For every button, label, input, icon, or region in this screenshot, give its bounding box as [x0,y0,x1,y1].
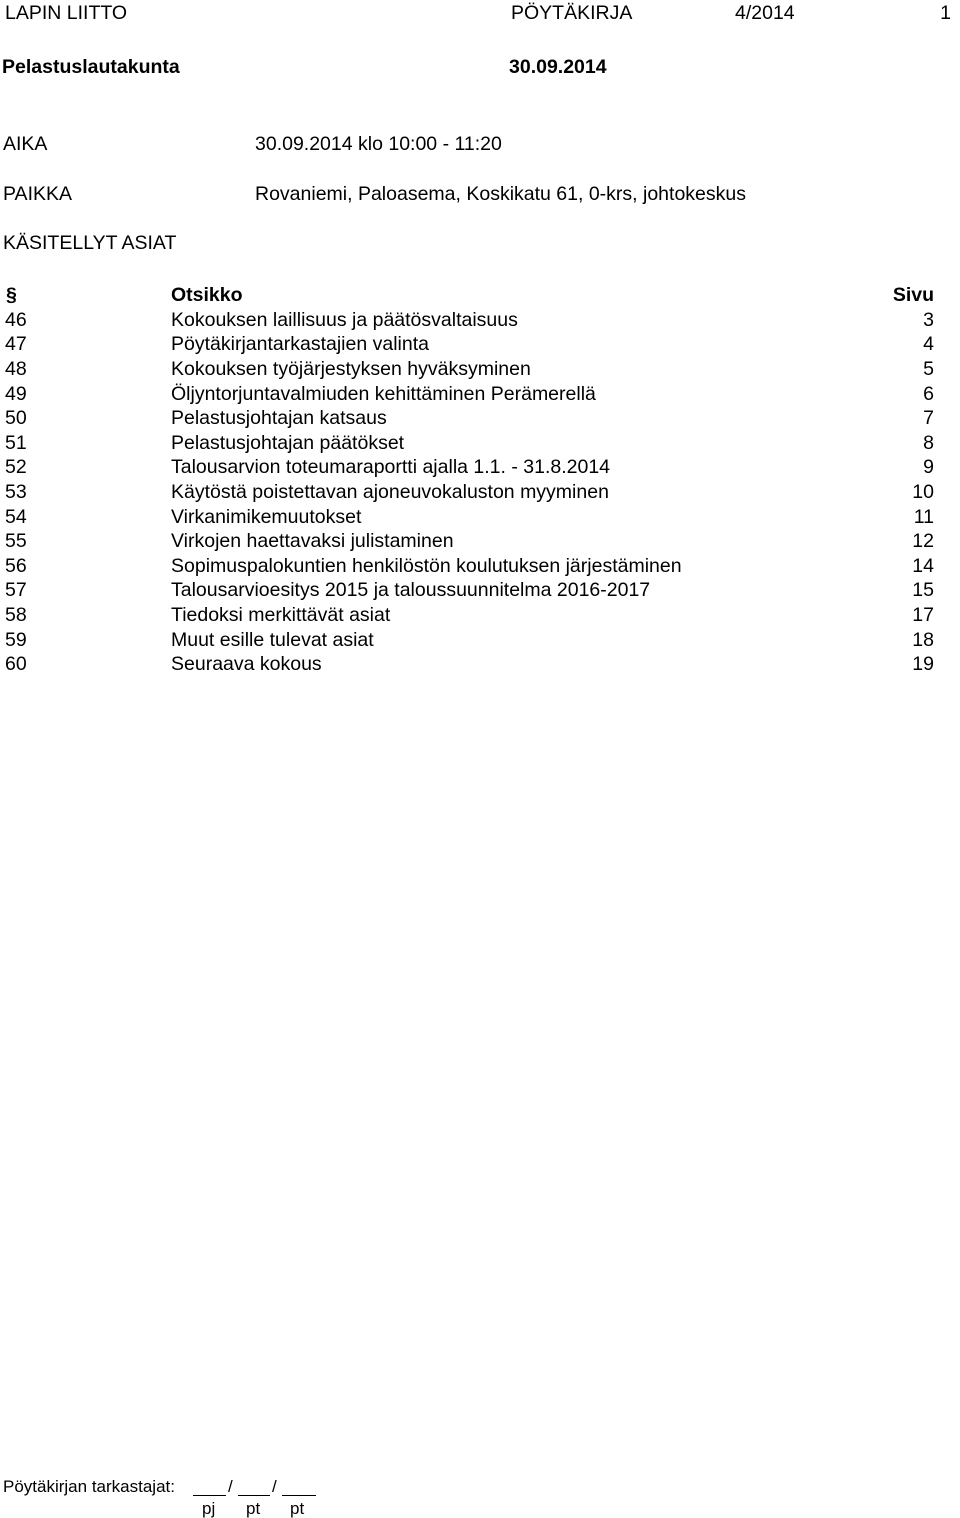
agenda-item-title: Pelastusjohtajan päätökset [171,432,405,454]
initials-inspector-2: pt [290,1499,305,1518]
agenda-item-title: Kokouksen työjärjestyksen hyväksyminen [171,358,531,380]
agenda-item-number: 47 [5,333,27,355]
agenda-item-title: Pelastusjohtajan katsaus [171,407,387,429]
initials-inspector-1: pt [246,1499,261,1518]
agenda-item-number: 49 [5,383,27,405]
page-column-header: Sivu [892,284,934,306]
signature-separator: / [272,1477,277,1496]
agenda-item-page: 10 [912,481,934,503]
signature-separator: / [228,1477,233,1496]
document-type: PÖYTÄKIRJA [511,2,633,24]
agenda-item-number: 59 [5,629,27,651]
agenda-item-page: 7 [923,407,934,429]
organization-name: LAPIN LIITTO [5,2,128,24]
inspectors-label: Pöytäkirjan tarkastajat: [3,1477,175,1496]
agenda-item-title: Pöytäkirjantarkastajien valinta [171,333,429,355]
agenda-item-page: 18 [912,629,934,651]
agenda-item-page: 15 [912,579,934,601]
agenda-item-title: Virkanimikemuutokset [171,506,362,528]
agenda-item-page: 6 [923,383,934,405]
agenda-item-number: 50 [5,407,27,429]
agenda-item-page: 19 [912,653,934,675]
agenda-item-page: 8 [923,432,934,454]
agenda-heading: KÄSITELLYT ASIAT [3,232,177,254]
agenda-item-page: 5 [923,358,934,380]
agenda-item-page: 9 [923,456,934,478]
agenda-item-page: 12 [912,530,934,552]
agenda-item-number: 46 [5,309,27,331]
agenda-item-number: 55 [5,530,27,552]
agenda-item-page: 14 [912,555,934,577]
agenda-item-title: Tiedoksi merkittävät asiat [171,604,391,626]
section-column-header: § [6,284,17,306]
signature-line [193,1495,226,1496]
agenda-item-page: 3 [923,309,934,331]
agenda-item-number: 58 [5,604,27,626]
agenda-item-title: Käytöstä poistettavan ajoneuvokaluston myyminen [171,481,609,503]
agenda-item-number: 57 [5,579,27,601]
agenda-item-title: Seuraava kokous [171,653,322,675]
agenda-item-number: 51 [5,432,27,454]
agenda-item-title: Kokouksen laillisuus ja päätösvaltaisuus [171,309,518,331]
agenda-item-number: 60 [5,653,27,675]
meeting-date: 30.09.2014 [509,56,607,78]
initials-chair: pj [202,1499,216,1518]
agenda-item-title: Talousarvioesitys 2015 ja taloussuunnitelma 2016-2017 [171,579,651,601]
agenda-item-title: Sopimuspalokuntien henkilöstön koulutuksen järjestäminen [171,555,682,577]
place-value: Rovaniemi, Paloasema, Koskikatu 61, 0-krs, johtokeskus [255,183,746,205]
agenda-item-title: Talousarvion toteumaraportti ajalla 1.1. - 31.8.2014 [171,456,611,478]
time-value: 30.09.2014 klo 10:00 - 11:20 [255,133,502,155]
agenda-item-title: Virkojen haettavaksi julistaminen [171,530,454,552]
agenda-item-number: 48 [5,358,27,380]
agenda-item-number: 54 [5,506,27,528]
page-number: 1 [940,2,951,24]
signature-line [282,1495,316,1496]
agenda-item-title: Muut esille tulevat asiat [171,629,374,651]
time-label: AIKA [3,133,48,155]
committee-name: Pelastuslautakunta [2,56,180,78]
agenda-item-number: 53 [5,481,27,503]
agenda-item-number: 56 [5,555,27,577]
title-column-header: Otsikko [171,284,243,306]
agenda-item-page: 17 [912,604,934,626]
agenda-item-page: 4 [923,333,934,355]
agenda-item-number: 52 [5,456,27,478]
document-number: 4/2014 [735,2,795,24]
place-label: PAIKKA [3,183,73,205]
signature-line [238,1495,270,1496]
agenda-item-page: 11 [913,506,934,528]
agenda-item-title: Öljyntorjuntavalmiuden kehittäminen Perämerellä [171,383,596,405]
